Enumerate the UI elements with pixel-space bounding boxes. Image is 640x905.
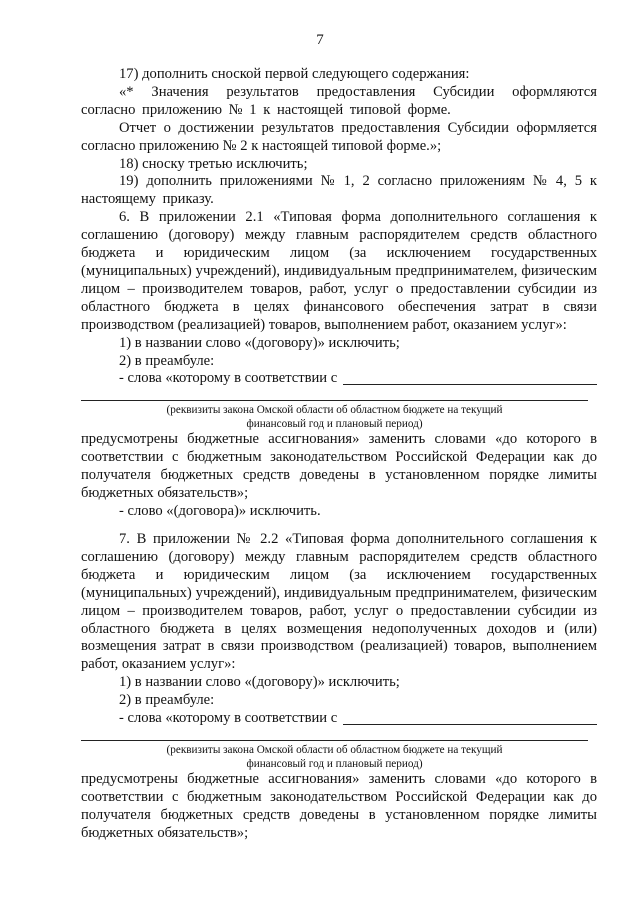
fill-in-prefix: - слова «которому в соответствии с: [119, 370, 338, 387]
paragraph-preamble: 2) в преамбуле:: [119, 692, 215, 709]
paragraph-replacement: предусмотрены бюджетные ассигнования» заменить словами «до которого в соответствии с бюджетным законодательством Российской Федерации как до получателя бюджетных средств доведены в установленном порядке лимиты бюджетных обязательств»;: [81, 431, 597, 502]
fill-in-prefix: - слова «которому в соответствии с: [119, 710, 338, 727]
caption-line-2: финансовый год и плановый период): [246, 418, 423, 431]
fill-in-line-row: [81, 710, 597, 728]
paragraph-word-removal: - слово «(договора)» исключить.: [119, 502, 321, 519]
paragraph-replacement: предусмотрены бюджетные ассигнования» заменить словами «до которого в соответствии с бюджетным законодательством Российской Федерации как до получателя бюджетных средств доведены в установленном порядке лимиты бюджетных обязательств»;: [81, 770, 597, 841]
section-amendments-2-2: [81, 531, 597, 843]
fill-in-blank: [343, 711, 597, 725]
section-amendments-2-1: [81, 66, 597, 521]
fill-in-full-line: [81, 728, 588, 741]
paragraph-footnote-report: Отчет о достижении результатов предоставления Субсидии оформляется согласно приложению № 2 к настоящей типовой форме.»;: [81, 119, 597, 154]
fill-in-line-row: [81, 370, 597, 388]
paragraph-title-change: 1) в названии слово «(договору)» исключить;: [119, 334, 400, 351]
caption-requisites: [81, 401, 588, 431]
paragraph-footnote-1: «* Значения результатов предоставления Субсидии оформляются согласно приложению № 1 к настоящей типовой форме.: [81, 83, 597, 118]
caption-line-1: (реквизиты закона Омской области об областном бюджете на текущий: [166, 743, 503, 756]
fill-in-blank: [343, 371, 597, 385]
caption-line-1: (реквизиты закона Омской области об областном бюджете на текущий: [166, 404, 503, 417]
paragraph-section-6: 6. В приложении 2.1 «Типовая форма дополнительного соглашения к соглашению (договору) между главным распорядителем средств областного бюджета и юридическим лицом (за исключением государственных (муниципальных) учреждений), индивидуальным предпринимателем, физическим лицом – производителем товаров, работ, услуг о предоставлении субсидии из областного бюджета в целях финансового обеспечения затрат в связи производством (реализацией) товаров, выполнением работ, оказанием услуг»:: [81, 209, 597, 333]
fill-in-full-line: [81, 388, 588, 401]
paragraph-title-change: 1) в названии слово «(договору)» исключить;: [119, 674, 400, 691]
paragraph-item-19: 19) дополнить приложениями № 1, 2 согласно приложениям № 4, 5 к настоящему приказу.: [81, 173, 597, 208]
paragraph-item-18: 18) сноску третью исключить;: [119, 155, 308, 172]
paragraph-item-17: 17) дополнить сноской первой следующего содержания:: [119, 66, 470, 82]
caption-line-2: финансовый год и плановый период): [246, 757, 423, 770]
paragraph-section-7: 7. В приложении № 2.2 «Типовая форма дополнительного соглашения к соглашению (договору) между главным распорядителем средств областного бюджета и юридическим лицом (за исключением государственных (муниципальных) учреждений), индивидуальным предпринимателем, физическим лицом – производителем товаров, работ, услуг о предоставлении субсидии из областного бюджета в целях возмещения недополученных доходов и (или) возмещения затрат в связи производством (реализацией) товаров, выполнением работ, оказанием услуг»:: [81, 531, 597, 673]
caption-requisites: [81, 741, 588, 771]
paragraph-preamble: 2) в преамбуле:: [119, 352, 215, 369]
page-number: 7: [316, 32, 324, 48]
